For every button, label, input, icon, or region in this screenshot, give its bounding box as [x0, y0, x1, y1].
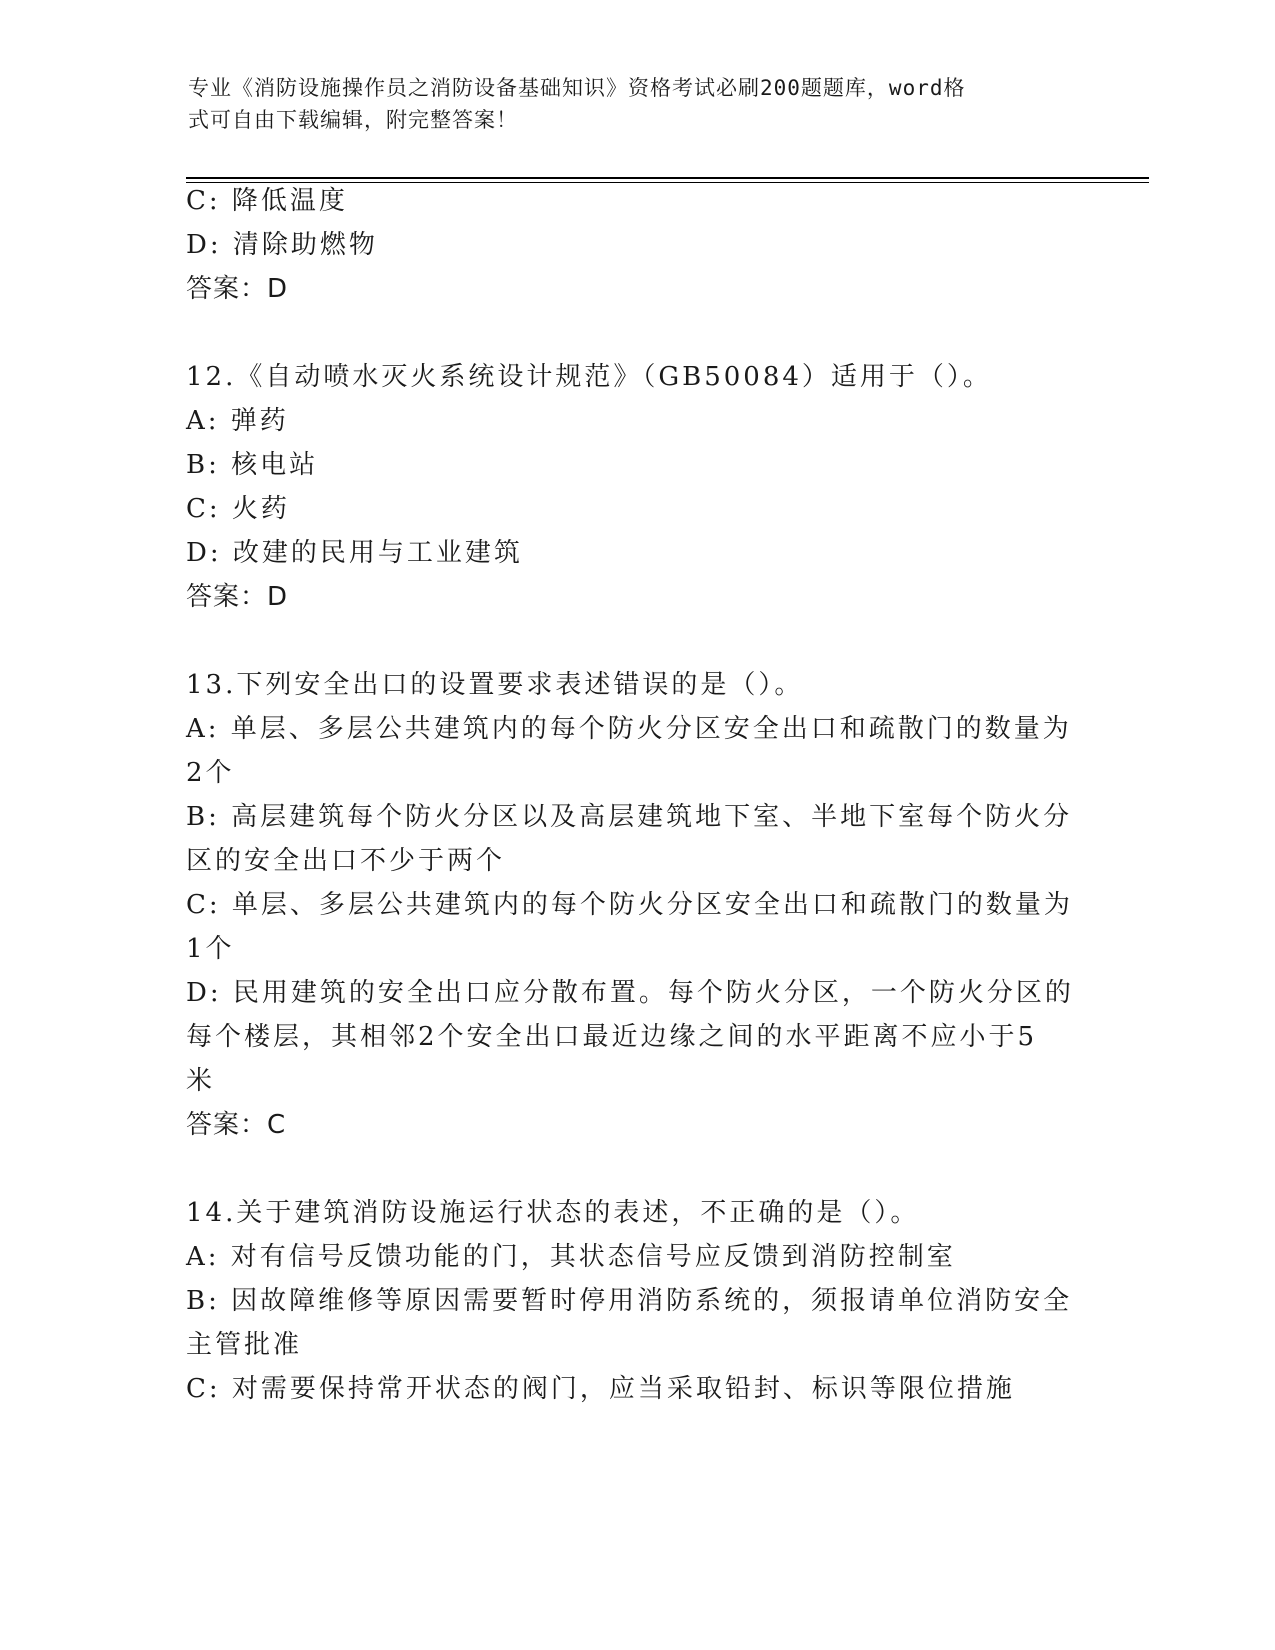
q14-option-c: C: 对需要保持常开状态的阀门，应当采取铅封、标识等限位措施: [186, 1374, 1015, 1404]
header-divider-thick: [186, 177, 1149, 179]
q13-option-d-line3: 米: [186, 1066, 216, 1096]
q14-option-a: A: 对有信号反馈功能的门，其状态信号应反馈到消防控制室: [186, 1242, 956, 1272]
header-line-2: 式可自由下载编辑，附完整答案！: [188, 108, 518, 132]
header-line-1: 专业《消防设施操作员之消防设备基础知识》资格考试必刷200题题库，word格: [188, 76, 966, 100]
q13-option-a-line1: A: 单层、多层公共建筑内的每个防火分区安全出口和疏散门的数量为: [186, 714, 1072, 744]
q13-option-b-line2: 区的安全出口不少于两个: [186, 846, 506, 876]
q12-option-b: B: 核电站: [186, 450, 319, 480]
q13-answer: 答案：C: [186, 1110, 287, 1140]
q12-option-c: C: 火药: [186, 494, 290, 524]
q13-question: 13.下列安全出口的设置要求表述错误的是（）。: [186, 670, 804, 700]
q12-answer: 答案：D: [186, 582, 289, 612]
q13-option-c-line1: C: 单层、多层公共建筑内的每个防火分区安全出口和疏散门的数量为: [186, 890, 1073, 920]
q14-option-b-line2: 主管批准: [186, 1330, 303, 1360]
q11-option-d: D: 清除助燃物: [186, 230, 378, 260]
q14-question: 14.关于建筑消防设施运行状态的表述，不正确的是（）。: [186, 1198, 920, 1228]
q13-option-a-line2: 2个: [186, 758, 235, 788]
q12-question: 12.《自动喷水灭火系统设计规范》（GB50084）适用于（）。: [186, 362, 992, 392]
q11-answer: 答案：D: [186, 274, 289, 304]
q11-option-c: C: 降低温度: [186, 186, 348, 216]
q12-option-d: D: 改建的民用与工业建筑: [186, 538, 523, 568]
q12-option-a: A: 弹药: [186, 406, 289, 436]
q13-option-d-line1: D: 民用建筑的安全出口应分散布置。每个防火分区，一个防火分区的: [186, 978, 1074, 1008]
q13-option-d-line2: 每个楼层，其相邻2个安全出口最近边缘之间的水平距离不应小于5: [186, 1022, 1038, 1052]
document-header: [188, 72, 1068, 136]
q14-option-b-line1: B: 因故障维修等原因需要暂时停用消防系统的，须报请单位消防安全: [186, 1286, 1073, 1316]
q13-option-b-line1: B: 高层建筑每个防火分区以及高层建筑地下室、半地下室每个防火分: [186, 802, 1073, 832]
q13-option-c-line2: 1个: [186, 934, 235, 964]
